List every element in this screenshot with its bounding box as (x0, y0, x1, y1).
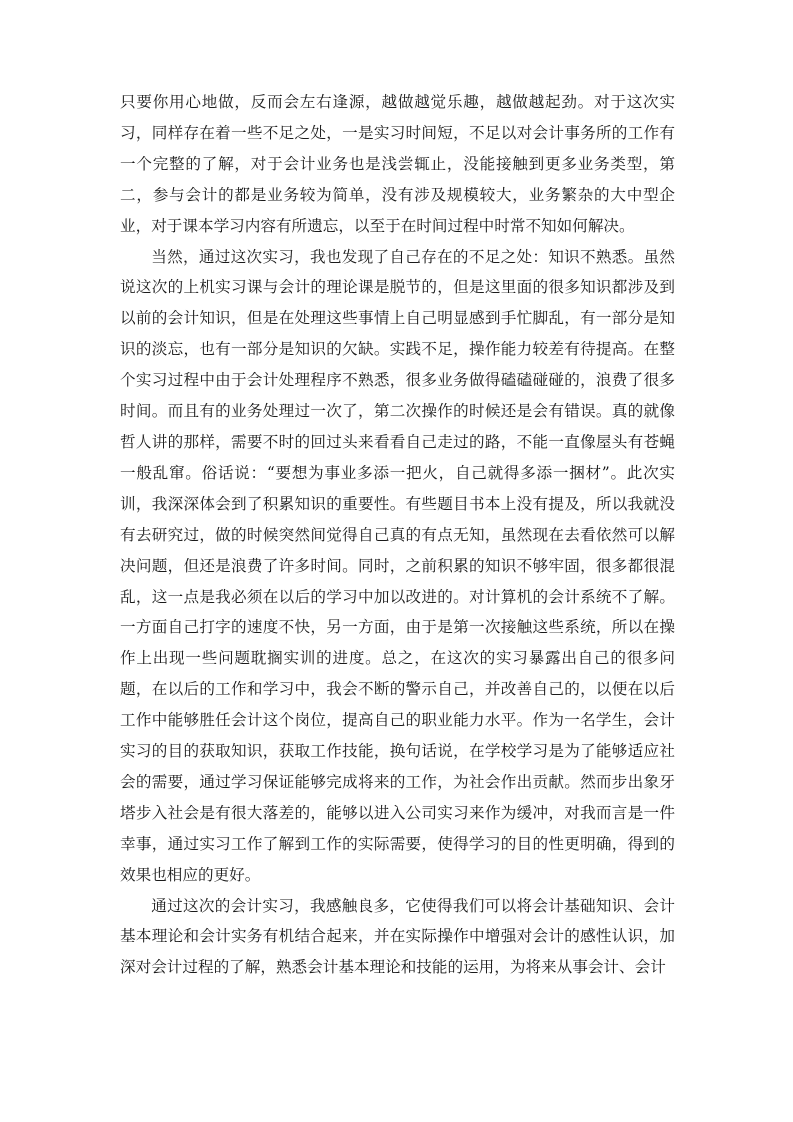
document-page (120, 87, 675, 983)
paragraph-continuation: 只要你用心地做，反而会左右逢源，越做越觉乐趣，越做越起劲。对于这次实习，同样存在着一些不足之处，一是实习时间短，不足以对会计事务所的工作有一个完整的了解，对于会计业务也是浅尝辄止，没能接触到更多业务类型，第二，参与会计的都是业务较为简单，没有涉及规模较大，业务繁杂的大中型企业，对于课本学习内容有所遗忘，以至于在时间过程中时常不知如何解决。 (120, 93, 675, 235)
paragraph-shortcomings: 当然，通过这次实习，我也发现了自己存在的不足之处：知识不熟悉。虽然说这次的上机实习课与会计的理论课是脱节的，但是这里面的很多知识都涉及到以前的会计知识，但是在处理这些事情上自己明显感到手忙脚乱，有一部分是知识的淡忘，也有一部分是知识的欠缺。实践不足，操作能力较差有待提高。在整个实习过程中由于会计处理程序不熟悉，很多业务做得磕磕碰碰的，浪费了很多时间。而且有的业务处理过一次了，第二次操作的时候还是会有错误。真的就像哲人讲的那样，需要不时的回过头来看看自己走过的路，不能一直像屋头有苍蝇一般乱窜。俗话说：“要想为事业多添一把火，自己就得多添一捆材”。此次实训，我深深体会到了积累知识的重要性。有些题目书本上没有提及，所以我就没有去研究过，做的时候突然间觉得自己真的有点无知，虽然现在去看依然可以解决问题，但还是浪费了许多时间。同时，之前积累的知识不够牢固，很多都很混乱，这一点是我必须在以后的学习中加以改进的。对计算机的会计系统不了解。一方面自己打字的速度不快，另一方面，由于是第一次接触这些系统，所以在操作上出现一些问题耽搁实训的进度。总之，在这次的实习暴露出自己的很多问题，在以后的工作和学习中，我会不断的警示自己，并改善自己的，以便在以后工作中能够胜任会计这个岗位，提高自己的职业能力水平。作为一名学生，会计实习的目的获取知识，获取工作技能，换句话说，在学校学习是为了能够适应社会的需要，通过学习保证能够完成将来的工作，为社会作出贡献。然而步出象牙塔步入社会是有很大落差的，能够以进入公司实习来作为缓冲，对我而言是一件幸事，通过实习工作了解到工作的实际需要，使得学习的目的性更明确，得到的效果也相应的更好。 (120, 247, 675, 884)
paragraph-reflection: 通过这次的会计实习，我感触良多，它使得我们可以将会计基础知识、会计基本理论和会计实务有机结合起来，并在实际操作中增强对会计的感性认识，加深对会计过程的了解，熟悉会计基本理论和技能的运用，为将来从事会计、会计 (120, 896, 675, 977)
